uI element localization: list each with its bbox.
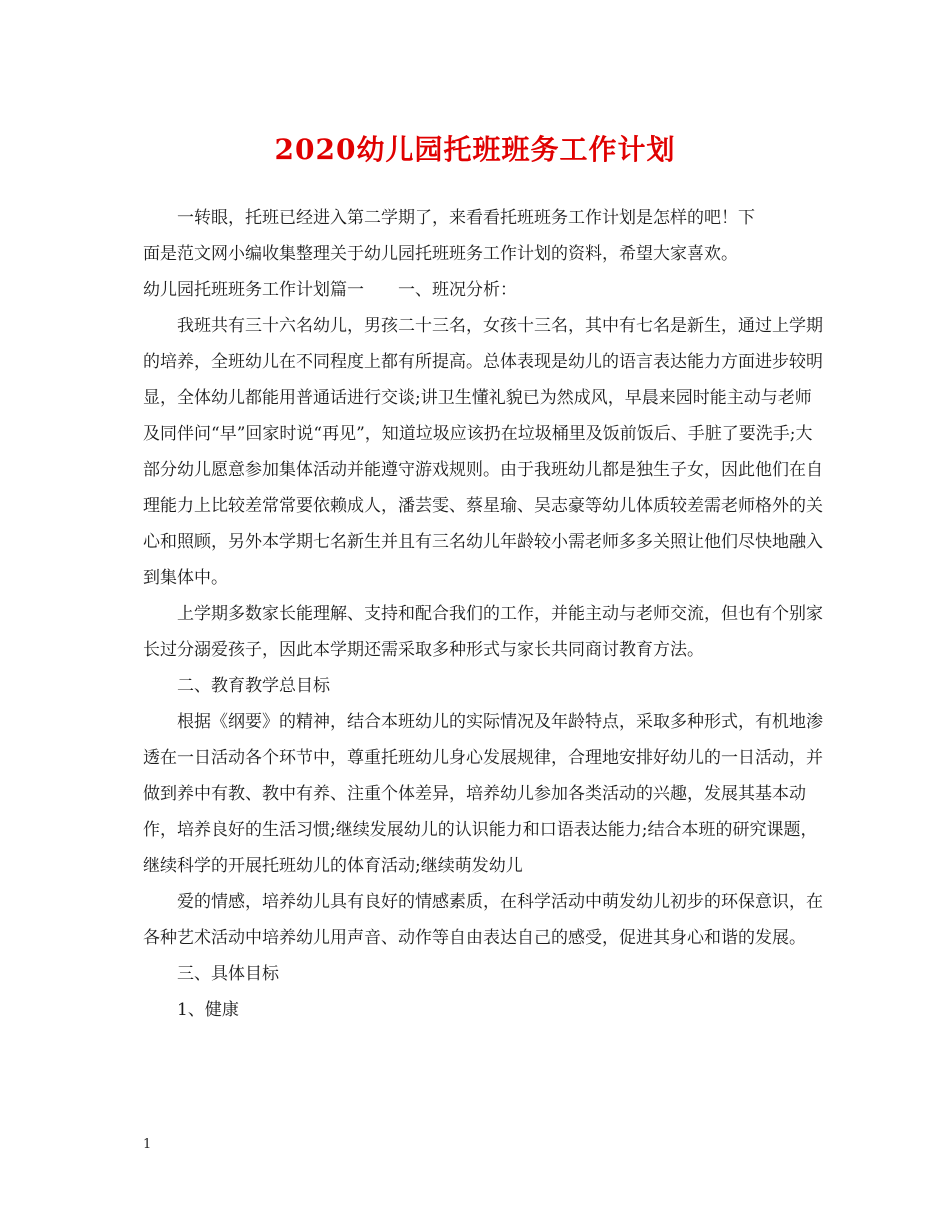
- paragraph-emotions: 爱的情感，培养幼儿具有良好的情感素质，在科学活动中萌发幼儿初步的环保意识，在各种艺术活动中培养幼儿用声音、动作等自由表达自己的感受，促进其身心和谐的发展。: [143, 892, 823, 948]
- paragraph-education-goals: 根据《纲要》的精神，结合本班幼儿的实际情况及年龄特点，采取多种形式，有机地渗透在一日活动各个环节中，尊重托班幼儿身心发展规律，合理地安排好幼儿的一日活动，并做到养中有教、教中有养、注重个体差异，培养幼儿参加各类活动的兴趣，发展其基本动作，培养良好的生活习惯;继续发展幼儿的认识能力和口语表达能力;结合本班的研究课题，继续科学的开展托班幼儿的体育活动;继续萌发幼儿: [143, 712, 823, 876]
- paragraph-class-status: 我班共有三十六名幼儿，男孩二十三名，女孩十三名，其中有七名是新生，通过上学期的培养，全班幼儿在不同程度上都有所提高。总体表现是幼儿的语言表达能力方面进步较明显，全体幼儿都能用普通话进行交谈;讲卫生懂礼貌已为然成风，早晨来园时能主动与老师及同伴问“早”回家时说“再见”，知道垃圾应该扔在垃圾桶里及饭前饭后、手脏了要洗手;大部分幼儿愿意参加集体活动并能遵守游戏规则。由于我班幼儿都是独生子女，因此他们在自理能力上比较差常常要依赖成人，潘芸雯、蔡星瑜、吴志豪等幼儿体质较差需老师格外的关心和照顾，另外本学期七名新生并且有三名幼儿年龄较小需老师多多关照让他们尽快地融入到集体中。: [143, 316, 823, 588]
- heading-health: 1、健康: [177, 1000, 239, 1020]
- document-title: 2020幼儿园托班班务工作计划: [274, 133, 676, 166]
- page-number: 1: [143, 1137, 152, 1152]
- section-heading: 幼儿园托班班务工作计划篇一 一、班况分析：: [143, 280, 517, 300]
- heading-education-goals: 二、教育教学总目标: [177, 676, 330, 696]
- paragraph-parents: 上学期多数家长能理解、支持和配合我们的工作，并能主动与老师交流，但也有个别家长过分溺爱孩子，因此本学期还需采取多种形式与家长共同商讨教育方法。: [143, 604, 823, 660]
- heading-specific-goals: 三、具体目标: [177, 964, 279, 984]
- document-body: [143, 200, 823, 1028]
- intro-line-2: 面是范文网小编收集整理关于幼儿园托班班务工作计划的资料，希望大家喜欢。: [143, 244, 738, 264]
- intro-line-1: 一转眼，托班已经进入第二学期了，来看看托班班务工作计划是怎样的吧！下: [177, 208, 755, 228]
